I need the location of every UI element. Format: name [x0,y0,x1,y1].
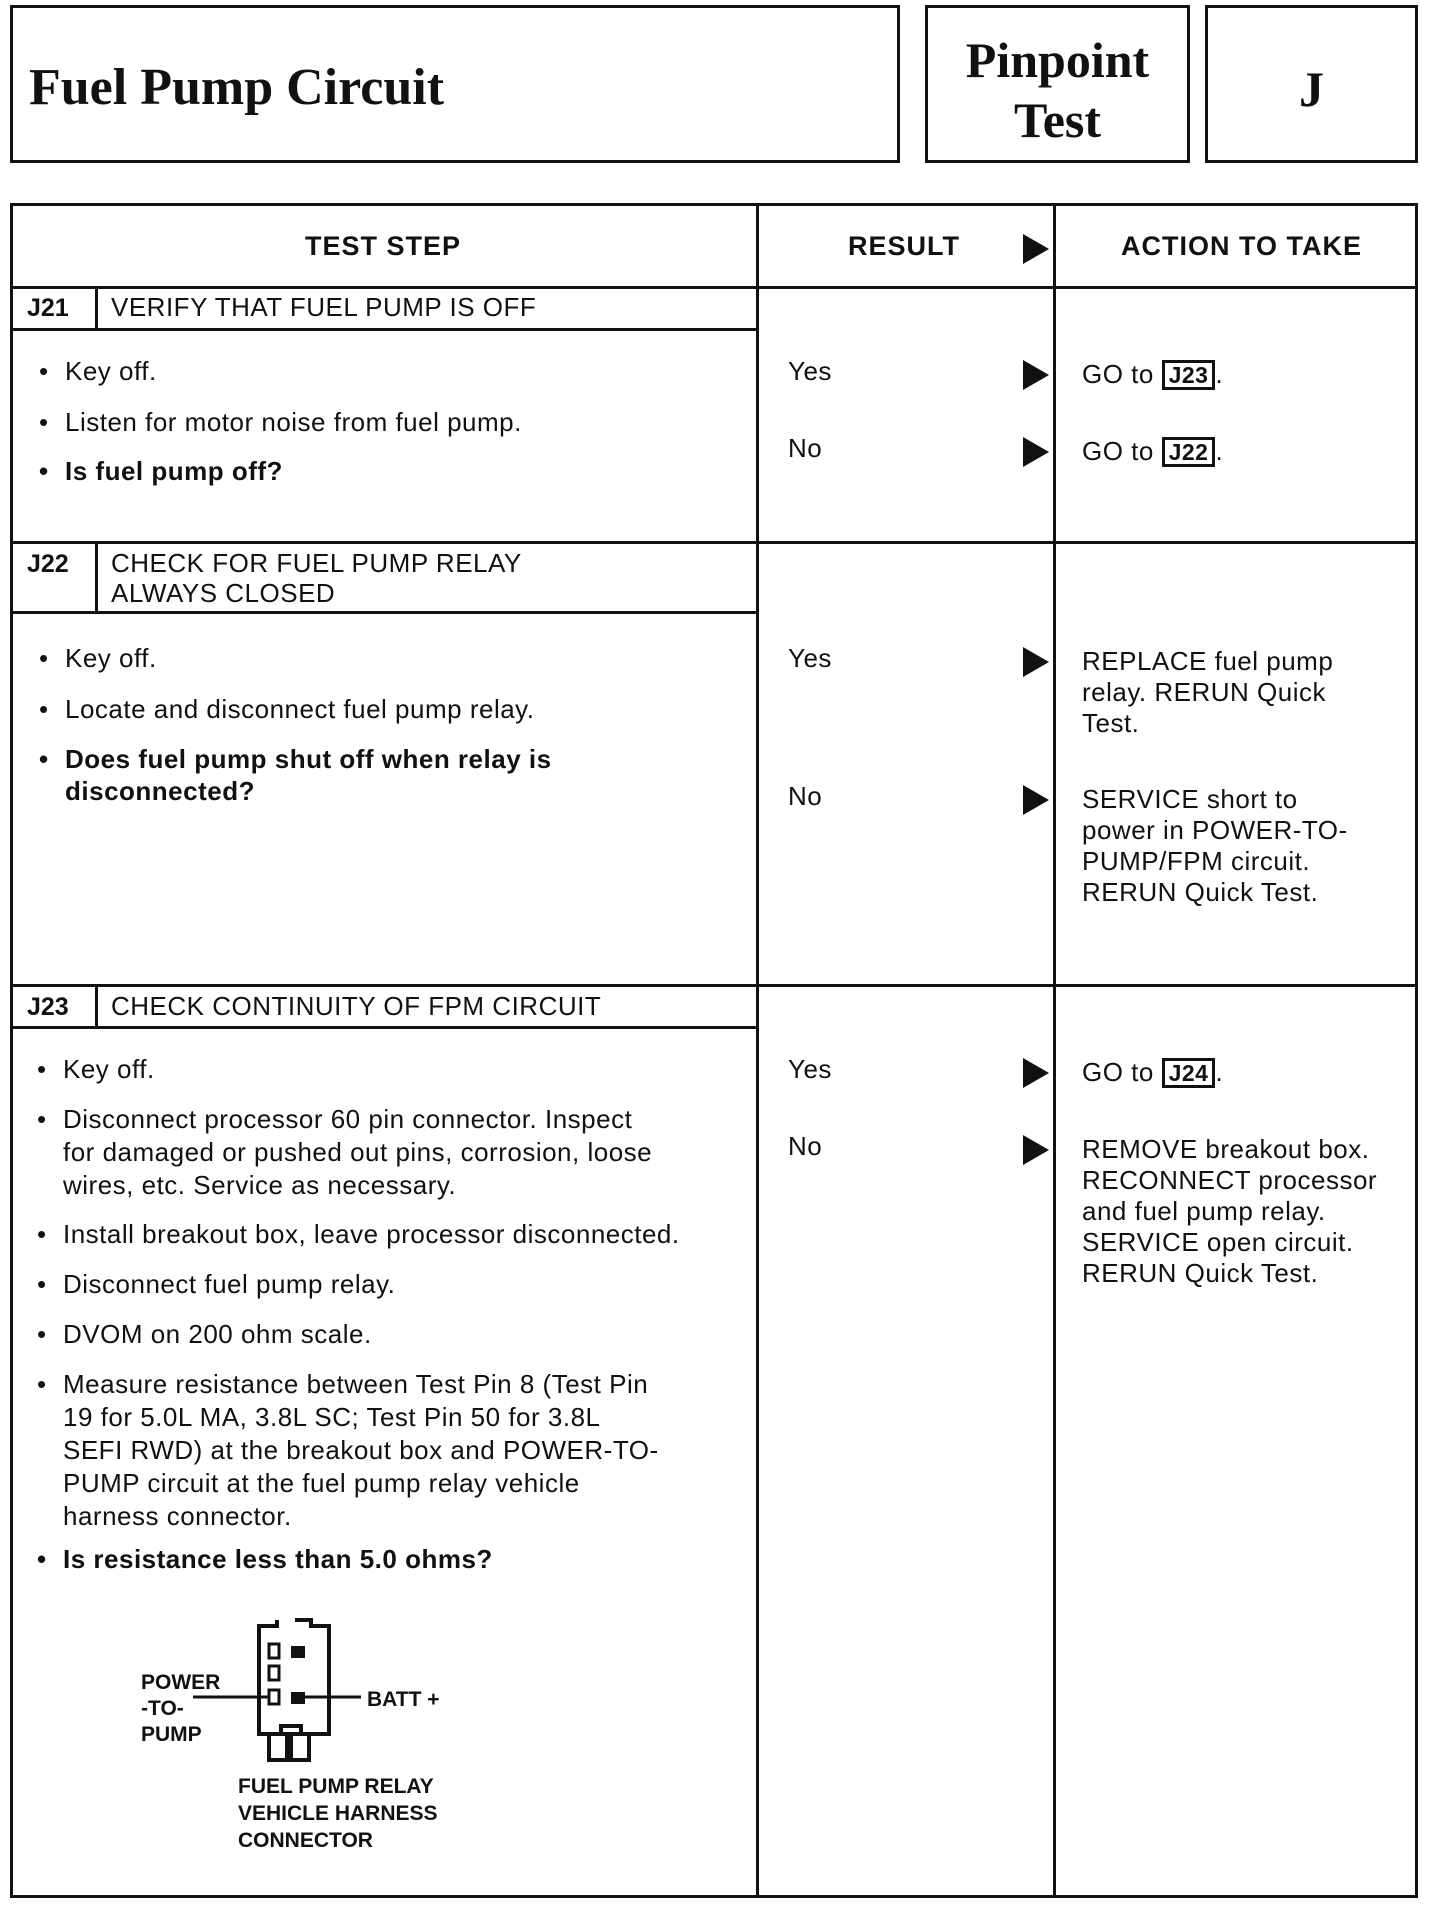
step-id-divider [95,984,98,1026]
step-ref-j22[interactable]: J22 [1162,437,1216,467]
j23-action-no-2: RECONNECT processor [1082,1165,1378,1195]
j23-bullet-1: • Key off. [63,1054,155,1085]
connector-caption [238,1773,438,1854]
arrow-icon [1023,785,1049,815]
batt-plus-label: BATT + [367,1688,440,1711]
j22-action-yes-1: REPLACE fuel pump [1082,646,1334,676]
step-title-j21: VERIFY THAT FUEL PUMP IS OFF [111,292,537,322]
action-suffix: . [1215,436,1224,466]
pinpoint-table [10,203,1418,1898]
j22-result-yes: Yes [788,643,832,673]
title-box [10,5,900,163]
j22-action-yes-3: Test. [1082,708,1140,738]
action-suffix: . [1215,359,1224,389]
pinpoint-label [928,30,1187,150]
row-divider [13,984,1418,987]
step-title-j22-line2: ALWAYS CLOSED [111,578,336,608]
j23-bullet-5: • DVOM on 200 ohm scale. [63,1319,372,1350]
j23-bullet-2-cont1: for damaged or pushed out pins, corrosion, loose [63,1137,653,1167]
terminal-pin [291,1692,305,1704]
step-id-j21: J21 [27,294,69,322]
arrow-icon [1023,647,1049,677]
j23-result-yes: Yes [788,1054,832,1084]
j21-bullet-2: • Listen for motor noise from fuel pump. [65,407,522,438]
step-id-j22: J22 [27,550,69,578]
caption-line: CONNECTOR [238,1829,373,1852]
step-title-j22-line1: CHECK FOR FUEL PUMP RELAY [111,548,522,578]
j22-bullet-1: • Key off. [65,643,157,674]
header-divider [13,286,1418,289]
j23-action-no-3: and fuel pump relay. [1082,1196,1326,1226]
j23-bullet-2: • Disconnect processor 60 pin connector. Inspect [63,1104,632,1135]
j23-action-yes [1082,1057,1223,1088]
terminal-pin [291,1646,305,1658]
arrow-icon [1023,360,1049,390]
action-text: GO to [1082,359,1154,389]
step-title-divider [13,611,756,614]
j22-action-yes-2: relay. RERUN Quick [1082,677,1327,707]
connector-body [259,1620,329,1760]
step-title-divider [13,1026,756,1029]
caption-line: VEHICLE HARNESS [238,1802,438,1825]
step-ref-j23[interactable]: J23 [1162,360,1216,390]
j21-bullet-1: • Key off. [65,356,157,387]
page-title: Fuel Pump Circuit [29,59,445,116]
step-title-divider [13,328,756,331]
j23-action-no-4: SERVICE open circuit. [1082,1227,1354,1257]
caption-line: FUEL PUMP RELAY [238,1775,434,1798]
j22-result-no: No [788,781,823,811]
j23-action-no-5: RERUN Quick Test. [1082,1258,1319,1288]
step-ref-j24[interactable]: J24 [1162,1058,1216,1088]
col-result: RESULT [848,231,960,261]
j22-action-no-1: SERVICE short to [1082,784,1298,814]
j23-result-no: No [788,1131,823,1161]
j21-action-yes [1082,359,1223,390]
j23-bullet-2-cont2: wires, etc. Service as necessary. [63,1170,457,1200]
col-divider-2 [1053,206,1056,1895]
left-label-line: PUMP [141,1723,202,1746]
j23-bullet-6-cont1: 19 for 5.0L MA, 3.8L SC; Test Pin 50 for 3.8L [63,1402,601,1432]
j23-bullet-4: • Disconnect fuel pump relay. [63,1269,395,1300]
action-text: GO to [1082,1057,1154,1087]
j23-bullet-6-cont2: SEFI RWD) at the breakout box and POWER-TO- [63,1435,659,1465]
j21-bullet-3: • Is fuel pump off? [65,456,283,487]
j22-action-no-3: PUMP/FPM circuit. [1082,846,1311,876]
j23-bullet-6: • Measure resistance between Test Pin 8 (Test Pin [63,1369,648,1400]
col-divider-1 [756,206,759,1895]
test-letter-box [1205,5,1418,163]
col-action: ACTION TO TAKE [1121,231,1362,261]
j23-action-no-1: REMOVE breakout box. [1082,1134,1370,1164]
left-label-line: -TO- [141,1697,184,1720]
step-id-j23: J23 [27,993,69,1021]
j21-result-yes: Yes [788,356,832,386]
j23-bullet-6-cont4: harness connector. [63,1501,292,1531]
j23-bullet-7: • Is resistance less than 5.0 ohms? [63,1544,493,1575]
power-to-pump-label [141,1670,220,1748]
left-label-line: POWER [141,1671,221,1694]
arrow-icon [1023,437,1049,467]
j22-bullet-3-cont: disconnected? [65,776,255,806]
j23-bullet-6-cont3: PUMP circuit at the fuel pump relay vehicle [63,1468,580,1498]
row-divider [13,541,1418,544]
j22-action-no-2: power in POWER-TO- [1082,815,1348,845]
j22-bullet-3: • Does fuel pump shut off when relay is [65,744,552,775]
action-text: GO to [1082,436,1154,466]
step-id-divider [95,541,98,611]
col-test-step: TEST STEP [305,231,462,261]
header-arrow-icon [1023,234,1049,264]
j22-bullet-2: • Locate and disconnect fuel pump relay. [65,694,534,725]
arrow-icon [1023,1058,1049,1088]
j21-action-no [1082,436,1223,467]
j23-bullet-3: • Install breakout box, leave processor disconnected. [63,1219,680,1250]
action-suffix: . [1215,1057,1224,1087]
test-letter: J [1299,61,1324,117]
step-title-j23: CHECK CONTINUITY OF FPM CIRCUIT [111,991,602,1021]
pinpoint-line1: Pinpoint [965,32,1150,88]
j22-action-no-4: RERUN Quick Test. [1082,877,1319,907]
pinpoint-box [925,5,1190,163]
step-id-divider [95,286,98,328]
pinpoint-line2: Test [1013,92,1102,148]
arrow-icon [1023,1135,1049,1165]
j21-result-no: No [788,433,823,463]
